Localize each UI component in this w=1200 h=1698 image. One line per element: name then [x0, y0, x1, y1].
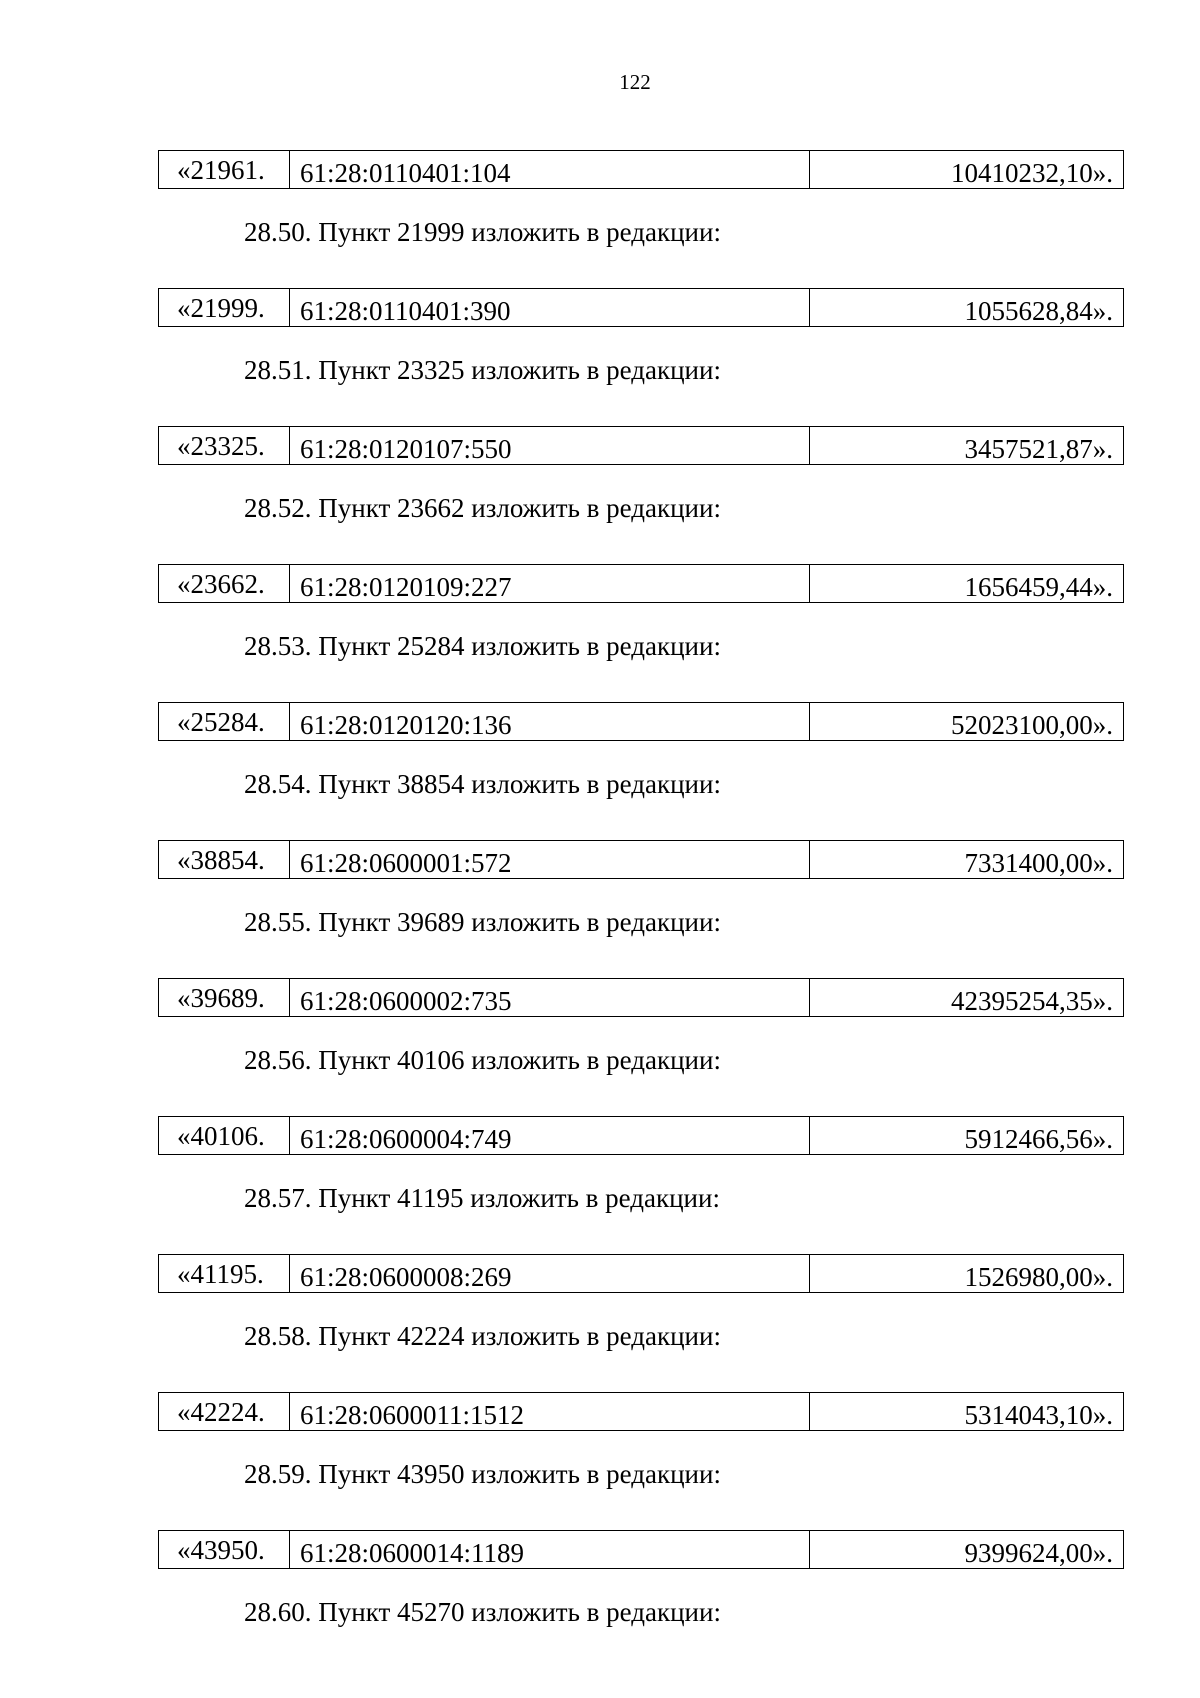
- cadastral-number: 61:28:0110401:104: [290, 151, 810, 189]
- table-block: [158, 1254, 1124, 1290]
- instruction-paragraph: 28.60. Пункт 45270 изложить в редакции:: [244, 1597, 721, 1627]
- table-block: [158, 1116, 1124, 1152]
- item-number: «21961.: [159, 151, 290, 189]
- table-row: [159, 151, 1124, 189]
- cadastral-value: 5912466,56».: [810, 1117, 1124, 1155]
- table-row: [159, 1393, 1124, 1431]
- cadastral-value: 1055628,84».: [810, 289, 1124, 327]
- item-number: «21999.: [159, 289, 290, 327]
- table-block: [158, 564, 1124, 600]
- table-row: [159, 427, 1124, 465]
- cadastral-number: 61:28:0600001:572: [290, 841, 810, 879]
- table-block: [158, 1530, 1124, 1566]
- table-row: [159, 1531, 1124, 1569]
- instruction-paragraph: 28.53. Пункт 25284 изложить в редакции:: [244, 631, 721, 661]
- table-row: [159, 703, 1124, 741]
- cadastral-value: 3457521,87».: [810, 427, 1124, 465]
- instruction-paragraph: 28.58. Пункт 42224 изложить в редакции:: [244, 1321, 721, 1351]
- cadastral-number: 61:28:0110401:390: [290, 289, 810, 327]
- table-row: [159, 979, 1124, 1017]
- entry-table: [158, 1254, 1124, 1293]
- entry-table: [158, 288, 1124, 327]
- table-row: [159, 565, 1124, 603]
- item-number: «39689.: [159, 979, 290, 1017]
- table-block: [158, 288, 1124, 324]
- instruction-paragraph: 28.55. Пункт 39689 изложить в редакции:: [244, 907, 721, 937]
- entry-table: [158, 702, 1124, 741]
- cadastral-number: 61:28:0600004:749: [290, 1117, 810, 1155]
- cadastral-number: 61:28:0600014:1189: [290, 1531, 810, 1569]
- item-number: «23662.: [159, 565, 290, 603]
- entry-table: [158, 426, 1124, 465]
- table-row: [159, 841, 1124, 879]
- table-block: [158, 1392, 1124, 1428]
- entry-table: [158, 1392, 1124, 1431]
- document-content: [158, 150, 1124, 1668]
- instruction-paragraph: 28.52. Пункт 23662 изложить в редакции:: [244, 493, 721, 523]
- item-number: «41195.: [159, 1255, 290, 1293]
- instruction-paragraph: 28.59. Пункт 43950 изложить в редакции:: [244, 1459, 721, 1489]
- cadastral-value: 42395254,35».: [810, 979, 1124, 1017]
- page-number: 122: [619, 70, 651, 94]
- item-number: «25284.: [159, 703, 290, 741]
- table-block: [158, 840, 1124, 876]
- cadastral-number: 61:28:0600008:269: [290, 1255, 810, 1293]
- instruction-paragraph: 28.56. Пункт 40106 изложить в редакции:: [244, 1045, 721, 1075]
- entry-table: [158, 150, 1124, 189]
- cadastral-number: 61:28:0600011:1512: [290, 1393, 810, 1431]
- table-row: [159, 1117, 1124, 1155]
- cadastral-value: 10410232,10».: [810, 151, 1124, 189]
- instruction-paragraph: 28.54. Пункт 38854 изложить в редакции:: [244, 769, 721, 799]
- table-block: [158, 702, 1124, 738]
- item-number: «23325.: [159, 427, 290, 465]
- cadastral-value: 7331400,00».: [810, 841, 1124, 879]
- cadastral-value: 1526980,00».: [810, 1255, 1124, 1293]
- cadastral-number: 61:28:0120120:136: [290, 703, 810, 741]
- item-number: «38854.: [159, 841, 290, 879]
- instruction-paragraph: 28.51. Пункт 23325 изложить в редакции:: [244, 355, 721, 385]
- cadastral-number: 61:28:0600002:735: [290, 979, 810, 1017]
- table-block: [158, 150, 1124, 186]
- cadastral-value: 9399624,00».: [810, 1531, 1124, 1569]
- instruction-paragraph: 28.50. Пункт 21999 изложить в редакции:: [244, 217, 721, 247]
- table-block: [158, 978, 1124, 1014]
- item-number: «43950.: [159, 1531, 290, 1569]
- cadastral-number: 61:28:0120109:227: [290, 565, 810, 603]
- instruction-paragraph: 28.57. Пункт 41195 изложить в редакции:: [244, 1183, 720, 1213]
- item-number: «42224.: [159, 1393, 290, 1431]
- item-number: «40106.: [159, 1117, 290, 1155]
- cadastral-number: 61:28:0120107:550: [290, 427, 810, 465]
- entry-table: [158, 978, 1124, 1017]
- entry-table: [158, 1530, 1124, 1569]
- cadastral-value: 1656459,44».: [810, 565, 1124, 603]
- table-row: [159, 1255, 1124, 1293]
- entry-table: [158, 840, 1124, 879]
- entry-table: [158, 564, 1124, 603]
- table-row: [159, 289, 1124, 327]
- table-block: [158, 426, 1124, 462]
- cadastral-value: 52023100,00».: [810, 703, 1124, 741]
- entry-table: [158, 1116, 1124, 1155]
- cadastral-value: 5314043,10».: [810, 1393, 1124, 1431]
